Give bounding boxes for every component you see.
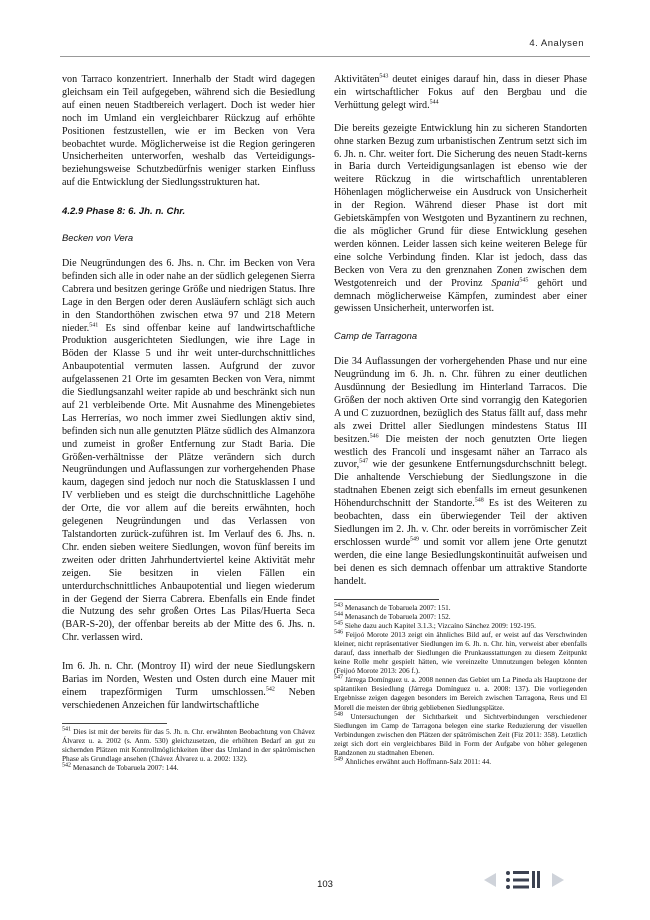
next-arrow-icon[interactable] xyxy=(549,871,567,889)
footnote-number: 543 xyxy=(334,602,343,609)
footnote-text: Menasanch de Tobaruela 2007: 144. xyxy=(71,763,179,773)
footnote-number: 541 xyxy=(62,726,71,733)
footnote-544 xyxy=(334,612,587,621)
left-footnotes xyxy=(62,727,315,772)
footnote-549 xyxy=(334,757,587,766)
subsection-heading-vera: Becken von Vera xyxy=(62,232,134,244)
footnote-text: Ähnliches erwähnt auch Hoffmann-Salz 2011: 44. xyxy=(343,757,492,767)
header-rule xyxy=(60,56,590,57)
right-paragraph-3: Die 34 Auflassungen der vorhergehenden Phase und nur eine Neugründung im 6. Jh. n. Chr. führen zu einer deutlichen Ausdünnung der Besiedlung im Hinterland Tarracos. Die Größen der noch aktiven Orte sind vorrangig den Kategorien A und C zuzuordnen, bezüglich des Status fällt auf, dass mehr als zwei Drittel aller Siedlungen mindestens Status III besitzen.$^{546}$ Die meisten der noch genutzten Orte liegen westlich des Francolí und insgesamt näher an Tarraco als zuvor,$^{547}$ wie der gesunkene Entfernungsdurchschnitt belegt. Die anhaltende Verschiebung der Siedlungszone in die stadtnahen Ebenen zeigt sich ebenfalls im erneut gesunkenen Höhendurchschnitt der Standorte.$^{548}$ Es ist des Weiteren zu beobachten, dass ein überwiegender Teil der aktiven Siedlungen im 2. Jh. v. Chr. oder bereits in vorrömischer Zeit erschlossen wurde$^{549}$ und somit vor allem jene Orte genutzt werden, die eine lange Besiedlungskontinuität aufweisen und bei denen es sich demnach offenbar um attraktive Standorte handelt. xyxy=(334,356,587,587)
footnote-text: Dies ist mit der bereits für das 5. Jh. n. Chr. erwähnten Beobachtung von Chávez Álvarez u. a. 2002 (s. Anm. 530) gleichzusetzen, die erhöhten Bedarf an gut zu sichernden Plätzen mit Kontrollmöglichkeiten über das Umland in der spätrömischen Phase als Grundlage ansehen (Chávez Álvarez u. a. 2002: 132). xyxy=(62,726,315,764)
footnote-ref-541[interactable]: 541 xyxy=(89,322,99,329)
left-paragraph-3: Im 6. Jh. n. Chr. (Montroy II) wird der neue Siedlungskern Barias im Norden, Westen und Osten durch eine Mauer mit einem trapezförmigen Turm umschlossen.$^{542}$ Neben verschiedenen Anzeichen für landwirtschaftliche xyxy=(62,661,315,711)
footnote-ref-542[interactable]: 542 xyxy=(265,686,275,693)
left-paragraph-2: Die Neugründungen des 6. Jhs. n. Chr. im Becken von Vera befinden sich alle in oder nahe an der südlich gelegenen Sierra Cabrera und besitzen geringe Größe und niedrigen Status. Ihre Lage in den Bergen oder deren Ausläufern schlägt sich auch in den Standorthöhen zwischen etwa 97 und 218 Metern nieder.$^{541}$ Es sind offenbar keine auf landwirtschaftliche Produktion ausgerichteten Siedlungen, wie ihre Lage in Böden der Klasse 5 und ihr weit unter-durchschnittliches Anbaupotential vermuten lassen. Aufgrund der zuvor aufgelassenen 21 Orte im gesamten Becken von Vera, nimmt die Siedlungsanzahl weiter rapide ab und beschränkt sich nun auf 21 verbleibende Orte. Mit Ausnahme des Minengebietes Las Herrerías, wo noch immer zwei Siedlungen aktiv sind, befinden sich nun alle genutzten Plätze südlich des Almanzora und zumeist in großer Entfernung zur Stadt Baria. Die Größen-verhältnisse der Plätze verändern sich durch Neugründungen und Auflassungen zur vorhergehenden Phase kaum, dagegen sind jedoch nur noch die Statusklassen I und IV verblieben und es steigt die durchschnittliche Lagehöhe der Orte, die vor allem auf die bereits erwähnten, hoch gelegenen Neugründungen und das Verlassen von Talstandorten zurück-zuführen ist. Im Verlauf des 6. Jhs. n. Chr. enden sieben weitere Siedlungen, wovon fünf bereits im zweiten oder dritten Jahrhundertviertel keine Aktivität mehr zeigen. Sie besitzen in vielen Fällen ein unterdurchschnittliches Anbaupotential und liegen wiederum in der Gegend der Sierra Cabrera. Ebenfalls ein Ende findet die Nutzung des sehr großen Ortes Las Pilas/Huerta Seca (BAR-S-20), der offenbar bereits ab der Mitte des 6. Jhs. n. Chr. verlassen wird. xyxy=(62,257,315,644)
footnote-545 xyxy=(334,621,587,630)
footnote-number: 547 xyxy=(334,674,343,681)
section-heading: 4.2.9 Phase 8: 6. Jh. n. Chr. xyxy=(62,206,186,218)
footnote-rule xyxy=(62,723,167,724)
footnote-text: Menasanch de Tobaruela 2007: 152. xyxy=(343,611,451,621)
footnote-ref-544[interactable]: 544 xyxy=(429,99,439,106)
footnote-number: 545 xyxy=(334,620,343,627)
footnote-number: 549 xyxy=(334,756,343,763)
footnote-ref-545[interactable]: 545 xyxy=(519,277,529,284)
page-number: 103 xyxy=(317,879,333,890)
footnote-text: Feijoó Morote 2013 zeigt ein ähnliches Bild auf, er weist auf das Verschwinden kleiner, nicht repräsentativer Siedlungen im 6. Jh. n. Chr. hin, verweist aber ebenfalls darauf, dass innerhalb der Siedlungen die Prunkausstattungen zu diesem Zeitpunkt keine Rolle mehr gespielt hätten, wie vereinzelte Umnutzungen belegen könnten (Feijoó Morote 2013: 206 f.). xyxy=(334,629,587,676)
footnote-text: Járrega Domínguez u. a. 2008 nennen das Gebiet um La Pineda als Hauptzone der spätantiken Besiedlung (Járrega Domínguez u. a. 2008: 137). Die vorliegenden Ergebnisse zeigen dagegen besonders im Bereich zwischen Tarragona, Reus und El Morell die meisten der übrig gebliebenen Siedlungsplätze. xyxy=(334,675,587,712)
footnote-number: 548 xyxy=(334,711,343,718)
left-column xyxy=(62,74,315,772)
footnote-text: Menasanch de Tobaruela 2007: 151. xyxy=(343,602,451,612)
footnote-ref-549[interactable]: 549 xyxy=(410,536,420,543)
page-navigation xyxy=(481,870,567,890)
prev-arrow-icon[interactable] xyxy=(481,871,499,889)
footnote-number: 544 xyxy=(334,611,343,618)
subsection-heading-tarragona: Camp de Tarragona xyxy=(334,330,418,342)
footnote-number: 546 xyxy=(334,629,343,636)
footnote-ref-543[interactable]: 543 xyxy=(379,73,389,80)
footnote-541 xyxy=(62,727,315,763)
right-footnotes xyxy=(334,603,587,767)
footnote-ref-546[interactable]: 546 xyxy=(369,433,379,440)
footnote-ref-548[interactable]: 548 xyxy=(474,497,484,504)
footnote-text: Siehe dazu auch Kapitel 3.1.3.; Vizcaíno Sánchez 2009: 192-195. xyxy=(343,620,536,630)
footnote-546 xyxy=(334,630,587,675)
footnote-rule xyxy=(334,599,439,600)
footnote-number: 542 xyxy=(62,762,71,769)
right-column xyxy=(334,74,587,766)
footnote-548 xyxy=(334,712,587,757)
footnote-547 xyxy=(334,675,587,711)
right-paragraph-1: Aktivitäten$^{543}$ deutet einiges darauf hin, dass in dieser Phase ein wirtschaftlicher Fokus auf den Bergbau und die Verhüttung gelegt wird.$^{544}$ xyxy=(334,73,587,111)
right-paragraph-2: Die bereits gezeigte Entwicklung hin zu sicheren Standorten ohne starken Bezug zum urbanistischen Zentrum setzt sich im 6. Jh. n. Chr. weiter fort. Die Sicherung des neuen Stadt-kerns in Baria durch Verteidigungsanlagen ist ebenso wie der weitere Rückzug in die wirtschaftlich unrentableren Höhenlagen möglicherweise ein Ausdruck von Unsicherheit in der Region. Während dieser Phase ist dort mit Gebietskämpfen von Westgoten und Byzantinern zu rechnen, die als möglicher Grund für diese Entwicklung gesehen werden können. Leider lassen sich keine weiteren Belege für eine solche Verbindung finden. Klar ist jedoch, dass das Becken von Vera zu den grenznahen Zonen zwischen dem Westgotenreich und der Provinz Spania$^{545}$ gehört und demnach möglicherweise Kämpfen, zumindest aber einer gewissen Unsicherheit, unterworfen ist. xyxy=(334,122,587,315)
toc-menu-icon[interactable] xyxy=(505,870,543,890)
footnote-543 xyxy=(334,603,587,612)
footnote-542 xyxy=(62,763,315,772)
chapter-header: 4. Analysen xyxy=(529,38,584,49)
footnote-text: Untersuchungen der Sichtbarkeit und Sichtverbindungen verschiedener Siedlungen im Camp de Tarragona belegen eine starke Reduzierung der visuellen Verbindungen zwischen den Plätzen der spätrömischen Zeit (Fiz 2011: 358). Letztlich zeigt sich dort ein vergleichbares Bild in Form der Aufgabe von höher gelegenen Randzonen zu stadtnahen Ebenen. xyxy=(334,711,587,758)
left-paragraph-1: von Tarraco konzentriert. Innerhalb der Stadt wird dagegen gleichsam ein Teil aufgegeben, während sich die Besiedlung auf einen neuen Stadtbereich verlagert. Doch ist weder hier noch im Umland ein vergleichbarer Rückzug auf erhöhte Positionen festzustellen, wie er im Becken von Vera beobachtet wurde. Möglicherweise ist die Region geringeren Unsicherheiten unterworfen, weshalb das Verteidigungs- beziehungsweise Schutzbedürfnis weniger starken Einfluss auf die Entwicklung der Siedlungsstrukturen hat. xyxy=(62,74,315,189)
footnote-ref-547[interactable]: 547 xyxy=(359,459,369,466)
